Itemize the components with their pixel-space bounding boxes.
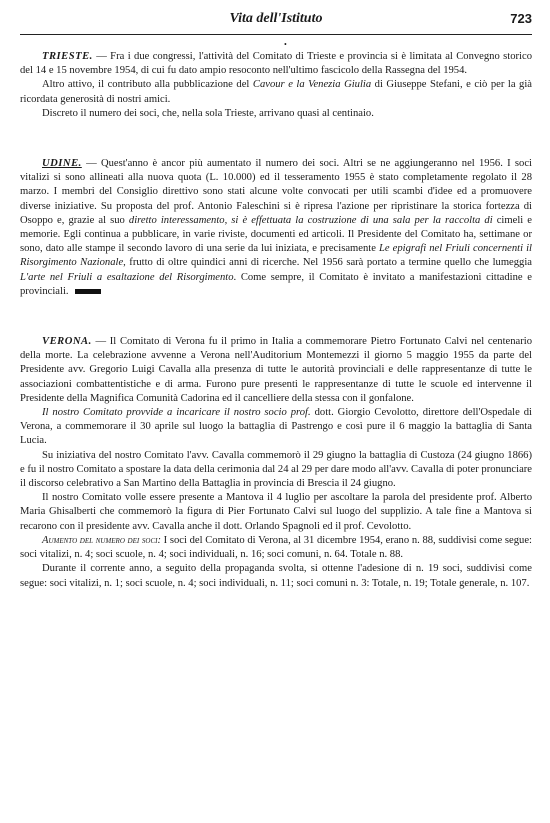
paragraph-text: — Fra i due congressi, l'attività del Comitato di Trieste e provincia si è limitata al Convegno storico del 14 e 15 novembre 1954, di cui fu dato ampio resoconto nell'ultimo fascicolo della Rassegna del 1954. <box>20 51 532 77</box>
book-title: L'arte nel Friuli a esaltazione del Risorgimento <box>20 271 234 283</box>
book-title: Cavour e la Venezia Giulia <box>252 79 372 91</box>
section-heading: VERONA. <box>42 336 92 348</box>
book-title: Le epigrafi nel Friuli concernenti il Risorgimento Nazionale <box>20 243 533 269</box>
paragraph-text: Il nostro Comitato volle essere presente a Mantova il 4 luglio per ascoltare la parola del presidente prof. Alberto Maria Ghisalberti che commemorò la figura di Pier Fortunato Calvi sul luogo del supplizio. A tale fine a Mantova si recarono con il presidente avv. Cavalla anche il dott. Orlando Spagnoli ed il prof. Cevolotto. <box>20 492 532 532</box>
paragraph-text: dott. Giorgio Cevolotto, direttore dell'Ospedale di Verona, a commemorare il 30 aprile sul luogo la battaglia di Pastrengo e così pure il 6 maggio la battaglia di Santa Lucia. <box>20 407 532 447</box>
paragraph <box>20 335 532 406</box>
paragraph <box>20 406 532 449</box>
paragraph-text: Su iniziativa del nostro Comitato l'avv. Cavalla commemorò il 29 giugno la battaglia di Custoza (24 giugno 1866) e fu il nostro Comitato a spostare la data della cerimonia dal 24 al 29 per dare modo all'avv. Cavalla di poter pronunciare il discorso celebrativo a San Martino della Battaglia in provincia di Brescia il 24 giugno. <box>20 449 532 490</box>
paragraph-text: I soci del Comitato di Verona, al 31 dicembre 1954, erano n. 88, suddivisi come segue: soci vitalizi, n. 4; soci scuole, n. 4; soci individuali, n. 16; soci comuni, n. 64. Totale n. 88. <box>20 534 532 561</box>
section-udine <box>20 157 532 299</box>
paragraph-text: di Giuseppe Stefani, e ciò per la già ricordata generosità di nostri amici. <box>20 79 532 105</box>
paragraph-text: Durante il corrente anno, a seguito della propaganda svolta, si ottenne l'adesione di n. 19 soci, suddivisi come segue: soci vitalizi, n. 1; soci scuole, n. 4; soci individuali, n. 11; soci comuni n. 3: Totale, n. 19; Totale generale, n. 107. <box>20 563 532 589</box>
section-heading: TRIESTE. <box>42 51 93 62</box>
ink-mark <box>75 289 101 294</box>
paragraph <box>20 449 532 492</box>
section-verona <box>20 335 532 591</box>
paragraph <box>20 157 532 299</box>
paragraph <box>20 50 532 78</box>
paragraph-text: Discreto il numero dei soci, che, nella sola Trieste, arrivano quasi al centinaio. <box>42 107 374 119</box>
paragraph-text: cimeli e memorie. Egli continua a pubblicare, in varie riviste, documenti ed articoli. Il Presidente del Comitato ha, settimane or sono, dato alle stampe il secondo lavoro di una serie da lui iniziata, e precisamente <box>20 214 532 255</box>
paragraph <box>20 491 532 534</box>
page-header <box>20 8 532 35</box>
running-title: Vita dell'Istituto <box>229 11 323 26</box>
paragraph <box>20 562 532 590</box>
section-trieste <box>20 50 532 121</box>
paragraph-text: . Come sempre, il Comitato è invitato a manifestazioni cittadine e provinciali. <box>20 271 532 297</box>
paragraph-text: , frutto di oltre quindici anni di ricerche. Nel 1956 sarà portato a termine quello che lumeggia <box>123 257 532 269</box>
paragraph-text: — Quest'anno è ancor più aumentato il numero dei soci. Altri se ne aggiungeranno nel 1956. I soci vitalizi si sono allineati alla nuova quota (L. 10.000) ed il tesseramento 1955 è stato completamente regolato il 28 marzo. I membri del Consiglio direttivo sono stati alcune volte convocati per utili scambi d'idee ed a promuovere diverse iniziative. Su proposta del prof. Antonio Faleschini si è ripresa l'azione per ripristinare la storica fortezza di Osoppo e, grazie al suo <box>20 158 532 226</box>
paragraph-text: Altro attivo, il contributo alla pubblicazione del <box>42 79 253 91</box>
page-body <box>20 50 532 591</box>
paragraph <box>20 107 532 121</box>
italic-text: diretto interessamento, si è effettuata la costruzione di una sala per la raccolta di <box>128 214 493 226</box>
paragraph <box>20 78 532 106</box>
separator-bullet: • <box>284 40 287 49</box>
page-number: 723 <box>510 11 532 26</box>
section-heading: UDINE. <box>42 158 82 170</box>
italic-text: Il nostro Comitato provvide a incaricare il nostro socio prof. <box>42 407 311 419</box>
paragraph <box>20 534 532 562</box>
subheading: Aumento del numero dei soci: <box>42 534 161 546</box>
paragraph-text: — Il Comitato di Verona fu il primo in Italia a commemorare Pietro Fortunato Calvi nel centenario della morte. La celebrazione avvenne a Verona nell'Auditorium Montemezzi il giorno 5 maggio 1955 da parte del Presidente avv. Gregorio Luigi Cavalla alla presenza di tutte le autorità provinciali e delle rappresentanze di tutte le associazioni combattentistiche e di arma. Furono pure presenti le rappresentanze di tutte le scuole ed intervenne il Presidente della Magnifica Comunità Cadorina ed il cancelliere della stessa con il gonfalone. <box>20 336 532 404</box>
